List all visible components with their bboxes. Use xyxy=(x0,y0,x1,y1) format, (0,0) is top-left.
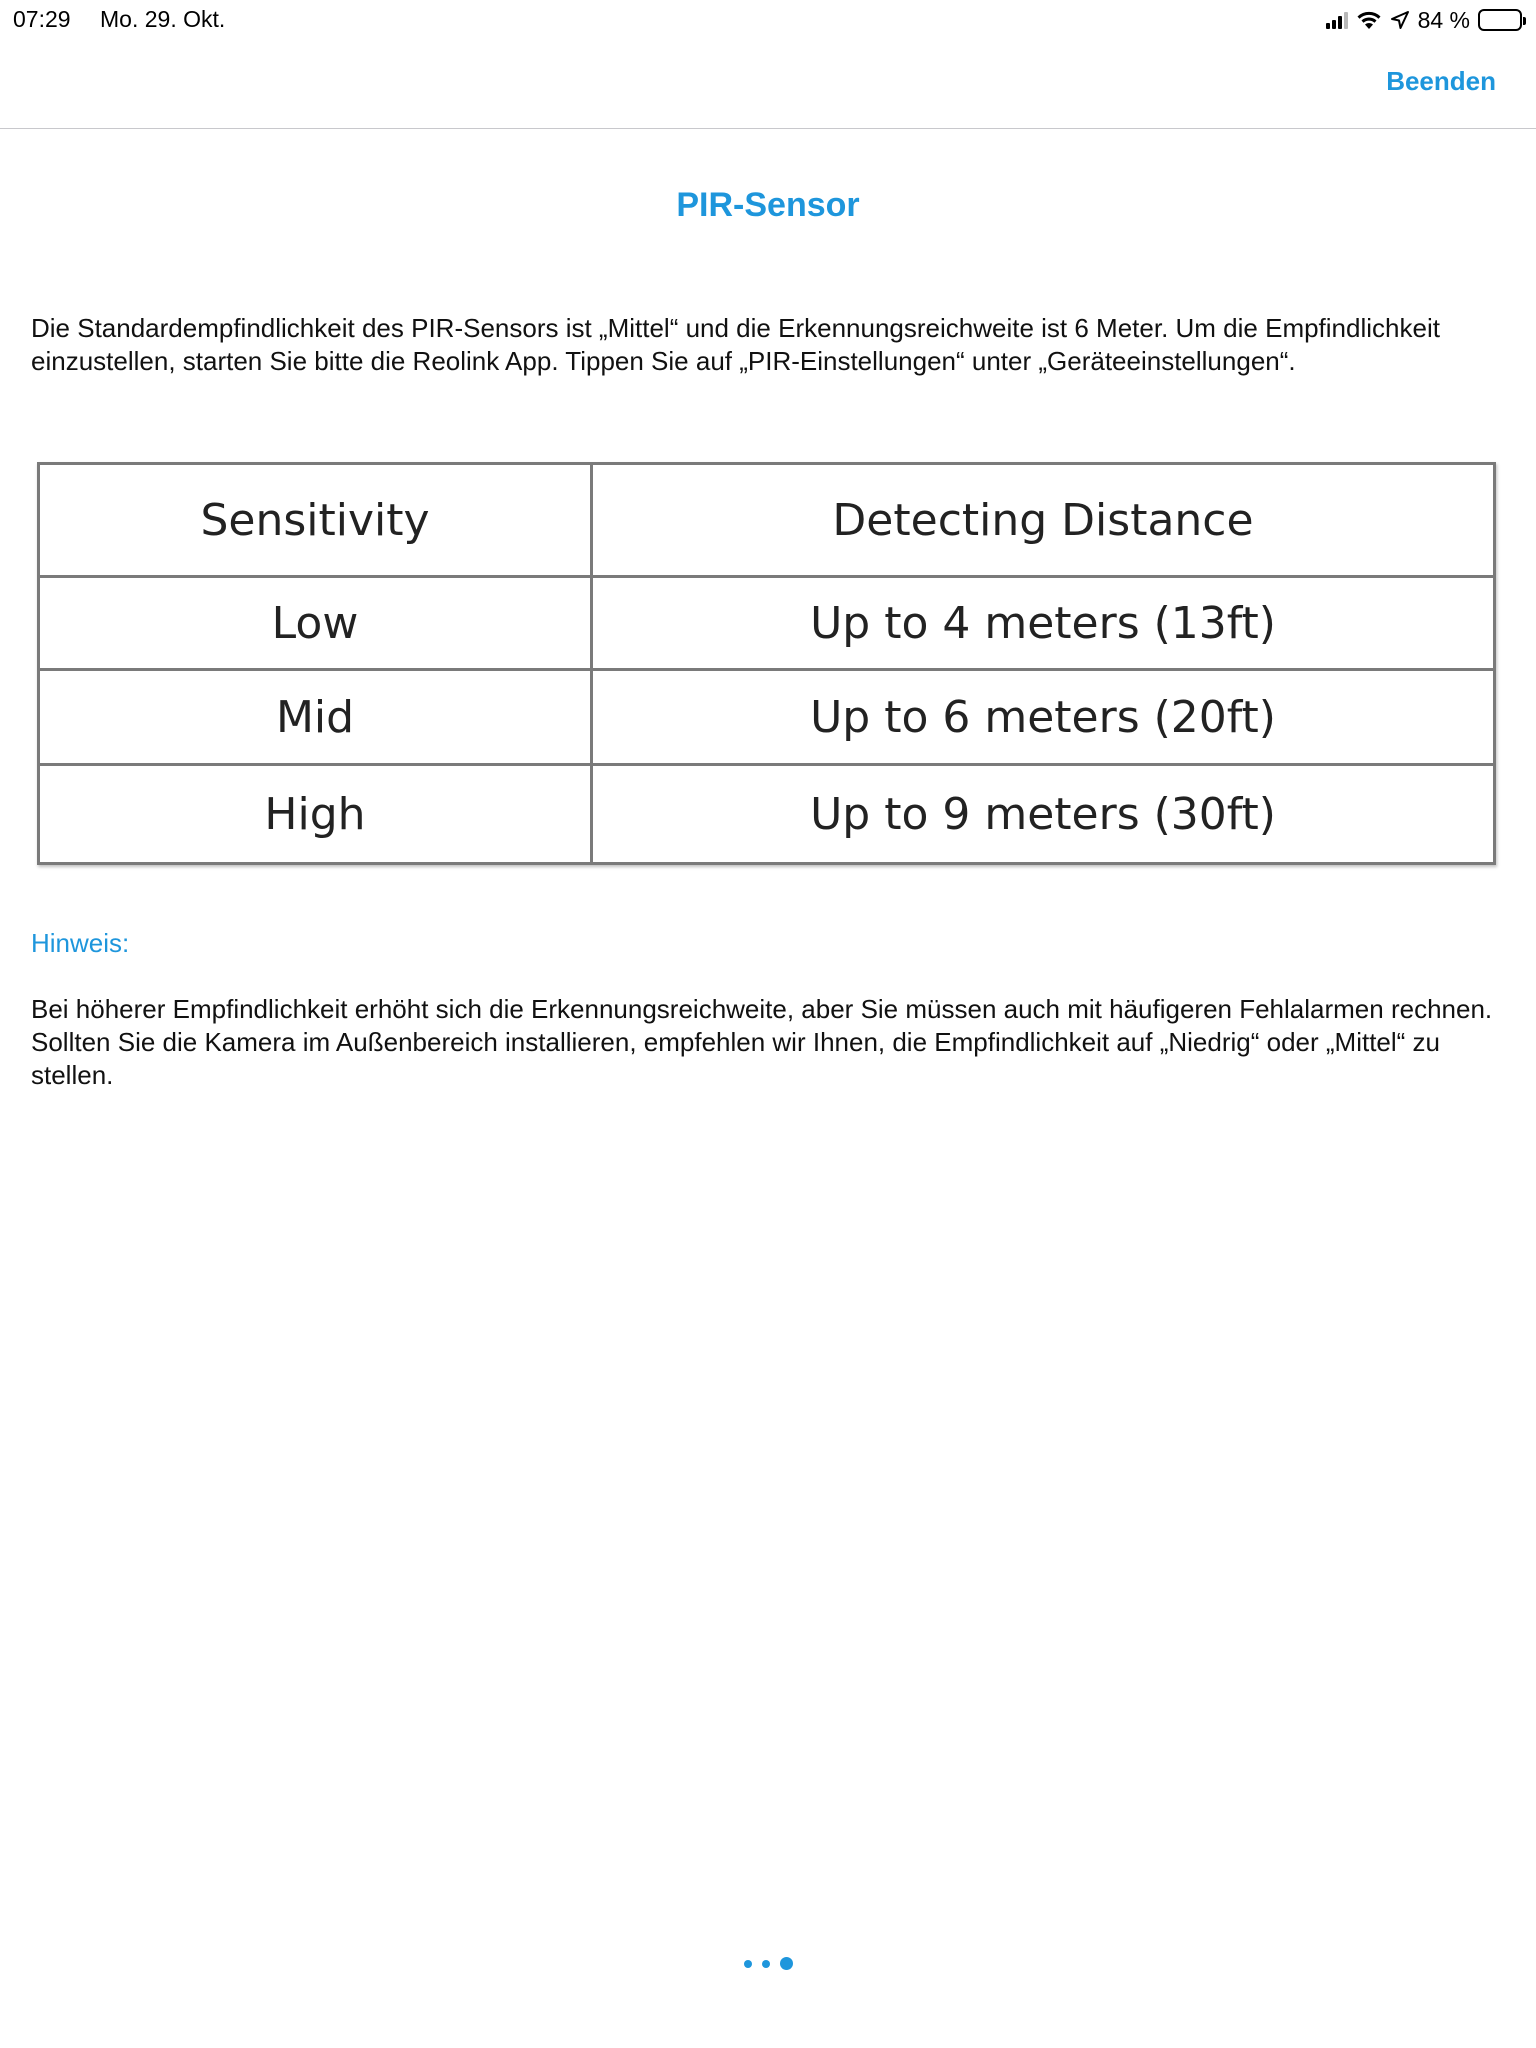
sensitivity-table xyxy=(37,462,1496,865)
status-bar xyxy=(0,0,1536,40)
table-row xyxy=(39,670,1495,765)
page-dot-active[interactable] xyxy=(780,1957,793,1970)
nav-bar xyxy=(0,40,1536,129)
note-heading: Hinweis: xyxy=(31,928,130,958)
cell-distance: Up to 6 meters (20ft) xyxy=(592,670,1495,765)
intro-paragraph: Die Standardempfindlichkeit des PIR-Sensors ist „Mittel“ und die Erkennungsreichweite ist 6 Meter. Um die Empfindlichkeit einzustellen, starten Sie bitte die Reolink App. Tippen Sie auf „PIR-Einstellungen“ unter „Geräteeinstellungen“. xyxy=(31,313,1440,376)
page-title: PIR-Sensor xyxy=(676,186,860,224)
signal-icon xyxy=(1326,11,1348,29)
status-time: 07:29 xyxy=(13,6,71,32)
page-dot[interactable] xyxy=(762,1960,770,1968)
wifi-icon xyxy=(1356,10,1382,30)
note-paragraph: Bei höherer Empfindlichkeit erhöht sich die Erkennungsreichweite, aber Sie müssen auch mit häufigeren Fehlalarmen rechnen. Sollten Sie die Kamera im Außenbereich installieren, empfehlen wir Ihnen, die Empfindlichkeit auf „Niedrig“ oder „Mittel“ zu stellen. xyxy=(31,994,1493,1090)
cell-sensitivity: Low xyxy=(39,577,592,670)
table-header-row xyxy=(39,464,1495,577)
table-row xyxy=(39,765,1495,864)
done-button[interactable]: Beenden xyxy=(1386,66,1496,96)
battery-icon xyxy=(1478,9,1522,31)
cell-sensitivity: High xyxy=(39,765,592,864)
cell-sensitivity: Mid xyxy=(39,670,592,765)
header-sensitivity: Sensitivity xyxy=(39,464,592,577)
battery-cap xyxy=(1523,17,1526,25)
status-date: Mo. 29. Okt. xyxy=(100,6,226,32)
table-row xyxy=(39,577,1495,670)
battery-percent: 84 % xyxy=(1417,6,1470,33)
page-dot[interactable] xyxy=(744,1960,752,1968)
cell-distance: Up to 4 meters (13ft) xyxy=(592,577,1495,670)
location-arrow-icon xyxy=(1390,10,1410,30)
cell-distance: Up to 9 meters (30ft) xyxy=(592,765,1495,864)
header-detecting-distance: Detecting Distance xyxy=(592,464,1495,577)
page-indicator[interactable] xyxy=(0,1957,1536,1970)
status-indicators xyxy=(1326,6,1522,34)
